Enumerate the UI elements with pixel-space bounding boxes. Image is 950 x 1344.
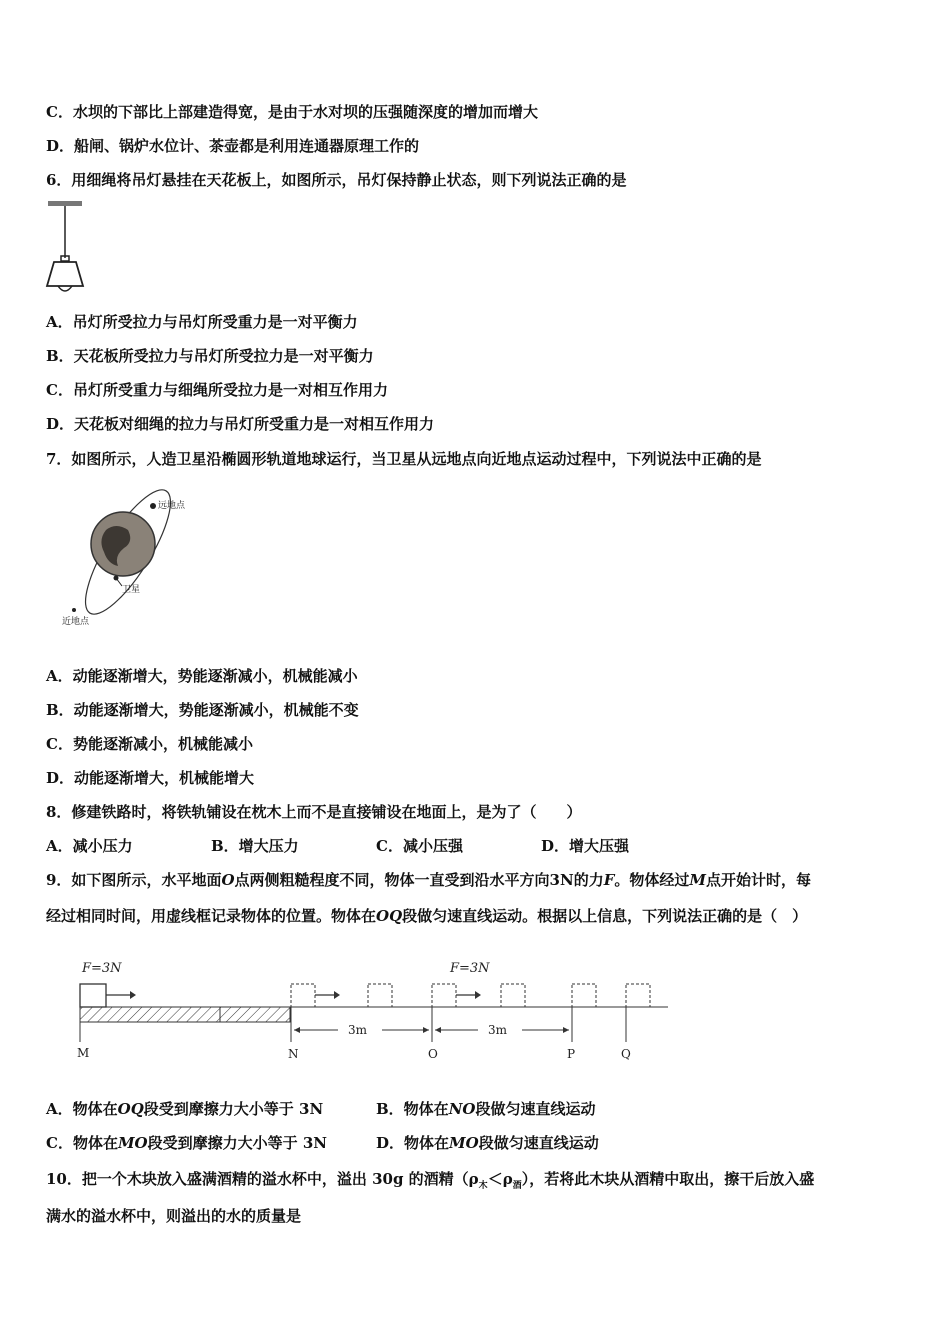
dashed-block-p	[572, 984, 596, 1007]
distance-label-no: 3m	[348, 1023, 368, 1037]
ceiling-plate	[48, 201, 82, 206]
point-label-q: Q	[621, 1047, 631, 1061]
hanging-lamp-figure	[40, 196, 100, 300]
rough-surface-2	[220, 1007, 290, 1022]
q6-stem: 6．用细绳将吊灯悬挂在天花板上，如图所示，吊灯保持静止状态，则下列说法正确的是	[46, 171, 627, 189]
q10-stem-part: 10．把一个木块放入盛满酒精的溢水杯中，溢出 30g 的酒精（ρ	[46, 1170, 479, 1188]
q9-option-text: B．物体在	[376, 1100, 449, 1118]
point-label-n: N	[288, 1047, 299, 1061]
lamp-shade	[47, 262, 83, 286]
force-arrowhead-2	[334, 991, 340, 999]
force-label-2: F=3N	[450, 961, 490, 976]
rough-surface-1	[80, 1007, 220, 1022]
q6-option-b: B．天花板所受拉力与吊灯所受拉力是一对平衡力	[46, 347, 374, 365]
point-label-p: P	[567, 1047, 576, 1061]
q10-stem-part: ＜ρ	[487, 1170, 513, 1188]
q8-stem: 8．修建铁路时，将铁轨铺设在枕木上而不是直接铺设在地面上，是为了（ ）	[46, 803, 582, 821]
dashed-block-2	[368, 984, 392, 1007]
q7-option-b: B．动能逐渐增大，势能逐渐减小，机械能不变	[46, 701, 359, 719]
q5-option-d: D．船闸、锅炉水位计、茶壶都是利用连通器原理工作的	[46, 137, 420, 155]
q6-option-c: C．吊灯所受重力与细绳所受拉力是一对相互作用力	[46, 381, 388, 399]
q9-stem-point-m: M	[689, 871, 706, 889]
dashed-block-q	[626, 984, 650, 1007]
q9-stem-force-value: 3N	[549, 871, 574, 889]
q7-option-d: D．动能逐渐增大，机械能增大	[46, 769, 255, 787]
q6-option-a: A．吊灯所受拉力与吊灯所受重力是一对平衡力	[46, 313, 358, 331]
q8-option-b: B．增大压力	[211, 837, 299, 855]
q9-stem-force-f: F	[603, 871, 615, 889]
q9-option-text: 段做匀速直线运动	[478, 1134, 599, 1152]
q9-stem-part: 。物体经过	[614, 871, 690, 889]
dashed-block-o	[432, 984, 456, 1007]
q9-options-row1	[46, 1099, 595, 1119]
q9-option-segment: NO	[448, 1100, 476, 1118]
q9-options-row2	[46, 1133, 599, 1153]
dist-arrowhead-2a	[435, 1027, 441, 1033]
q9-option-text: A．物体在	[46, 1100, 118, 1118]
q9-stem-segment-oq: OQ	[376, 907, 403, 925]
motion-diagram-figure	[70, 950, 680, 1070]
q9-stem-part: 点两侧粗糙程度不同，物体一直受到沿水平方向	[234, 871, 550, 889]
dashed-block-n	[291, 984, 315, 1007]
q6-option-d: D．天花板对细绳的拉力与吊灯所受重力是一对相互作用力	[46, 415, 435, 433]
satellite-label: 卫星	[122, 585, 141, 595]
q9-stem-line2	[46, 906, 807, 926]
q9-option-c	[46, 1133, 376, 1153]
q10-stem-line1	[46, 1169, 814, 1196]
q10-stem-part: ），若将此木块从酒精中取出，擦干后放入盛	[521, 1170, 815, 1188]
q10-subscript-alcohol: 酒	[512, 1181, 522, 1191]
point-label-m: M	[77, 1046, 90, 1060]
q9-option-a	[46, 1099, 376, 1119]
satellite-orbit-figure	[58, 486, 208, 632]
q9-stem-point-o: O	[221, 871, 235, 889]
q9-option-text: C．物体在	[46, 1134, 118, 1152]
near-point-dot	[72, 608, 76, 612]
q9-option-b	[376, 1099, 595, 1119]
q8-options-row	[46, 836, 629, 856]
force-label-1: F=3N	[82, 961, 122, 976]
q10-subscript-wood: 木	[478, 1181, 488, 1191]
q9-option-segment: OQ	[117, 1100, 144, 1118]
q9-option-text: 段做匀速直线运动	[475, 1100, 596, 1118]
q8-option-c: C．减小压强	[376, 837, 463, 855]
dist-arrowhead-1b	[423, 1027, 429, 1033]
q9-stem-line1	[46, 870, 811, 890]
force-arrowhead-3	[475, 991, 481, 999]
q9-option-segment: MO	[449, 1134, 479, 1152]
q9-stem-part: 9．如下图所示，水平地面	[46, 871, 222, 889]
point-label-o: O	[428, 1047, 438, 1061]
dist-arrowhead-2b	[563, 1027, 569, 1033]
far-point-dot	[150, 503, 156, 509]
distance-label-op: 3m	[488, 1023, 508, 1037]
q5-option-c: C．水坝的下部比上部建造得宽，是由于水对坝的压强随深度的增加而增大	[46, 103, 538, 121]
lamp-socket	[61, 256, 69, 261]
q9-stem-part: 经过相同时间，用虚线框记录物体的位置。物体在	[46, 907, 377, 925]
q8-option-d: D．增大压强	[541, 837, 630, 855]
near-point-label: 近地点	[62, 617, 90, 627]
q9-stem-part: 的力	[573, 871, 604, 889]
q7-stem: 7．如图所示，人造卫星沿椭圆形轨道地球运行，当卫星从远地点向近地点运动过程中，下列说法中正确的是	[46, 450, 762, 468]
block-solid	[80, 984, 106, 1007]
q9-stem-part: 点开始计时，每	[706, 871, 812, 889]
q9-option-text: 段受到摩擦力大小等于 3N	[147, 1134, 327, 1152]
q9-option-segment: MO	[117, 1134, 148, 1152]
force-arrowhead-1	[130, 991, 136, 999]
q7-option-a: A．动能逐渐增大，势能逐渐减小，机械能减小	[46, 667, 358, 685]
dashed-block-4	[501, 984, 525, 1007]
q9-stem-part: 段做匀速直线运动。根据以上信息，下列说法正确的是（ ）	[402, 907, 808, 925]
q8-option-a: A．减小压力	[46, 837, 133, 855]
q10-stem-line2: 满水的溢水杯中，则溢出的水的质量是	[46, 1207, 302, 1225]
q9-option-text: 段受到摩擦力大小等于 3N	[143, 1100, 324, 1118]
q9-option-text: D．物体在	[376, 1134, 450, 1152]
q9-option-d	[376, 1133, 599, 1153]
dist-arrowhead-1a	[294, 1027, 300, 1033]
q7-option-c: C．势能逐渐减小，机械能减小	[46, 735, 253, 753]
far-point-label: 远地点	[158, 501, 186, 511]
